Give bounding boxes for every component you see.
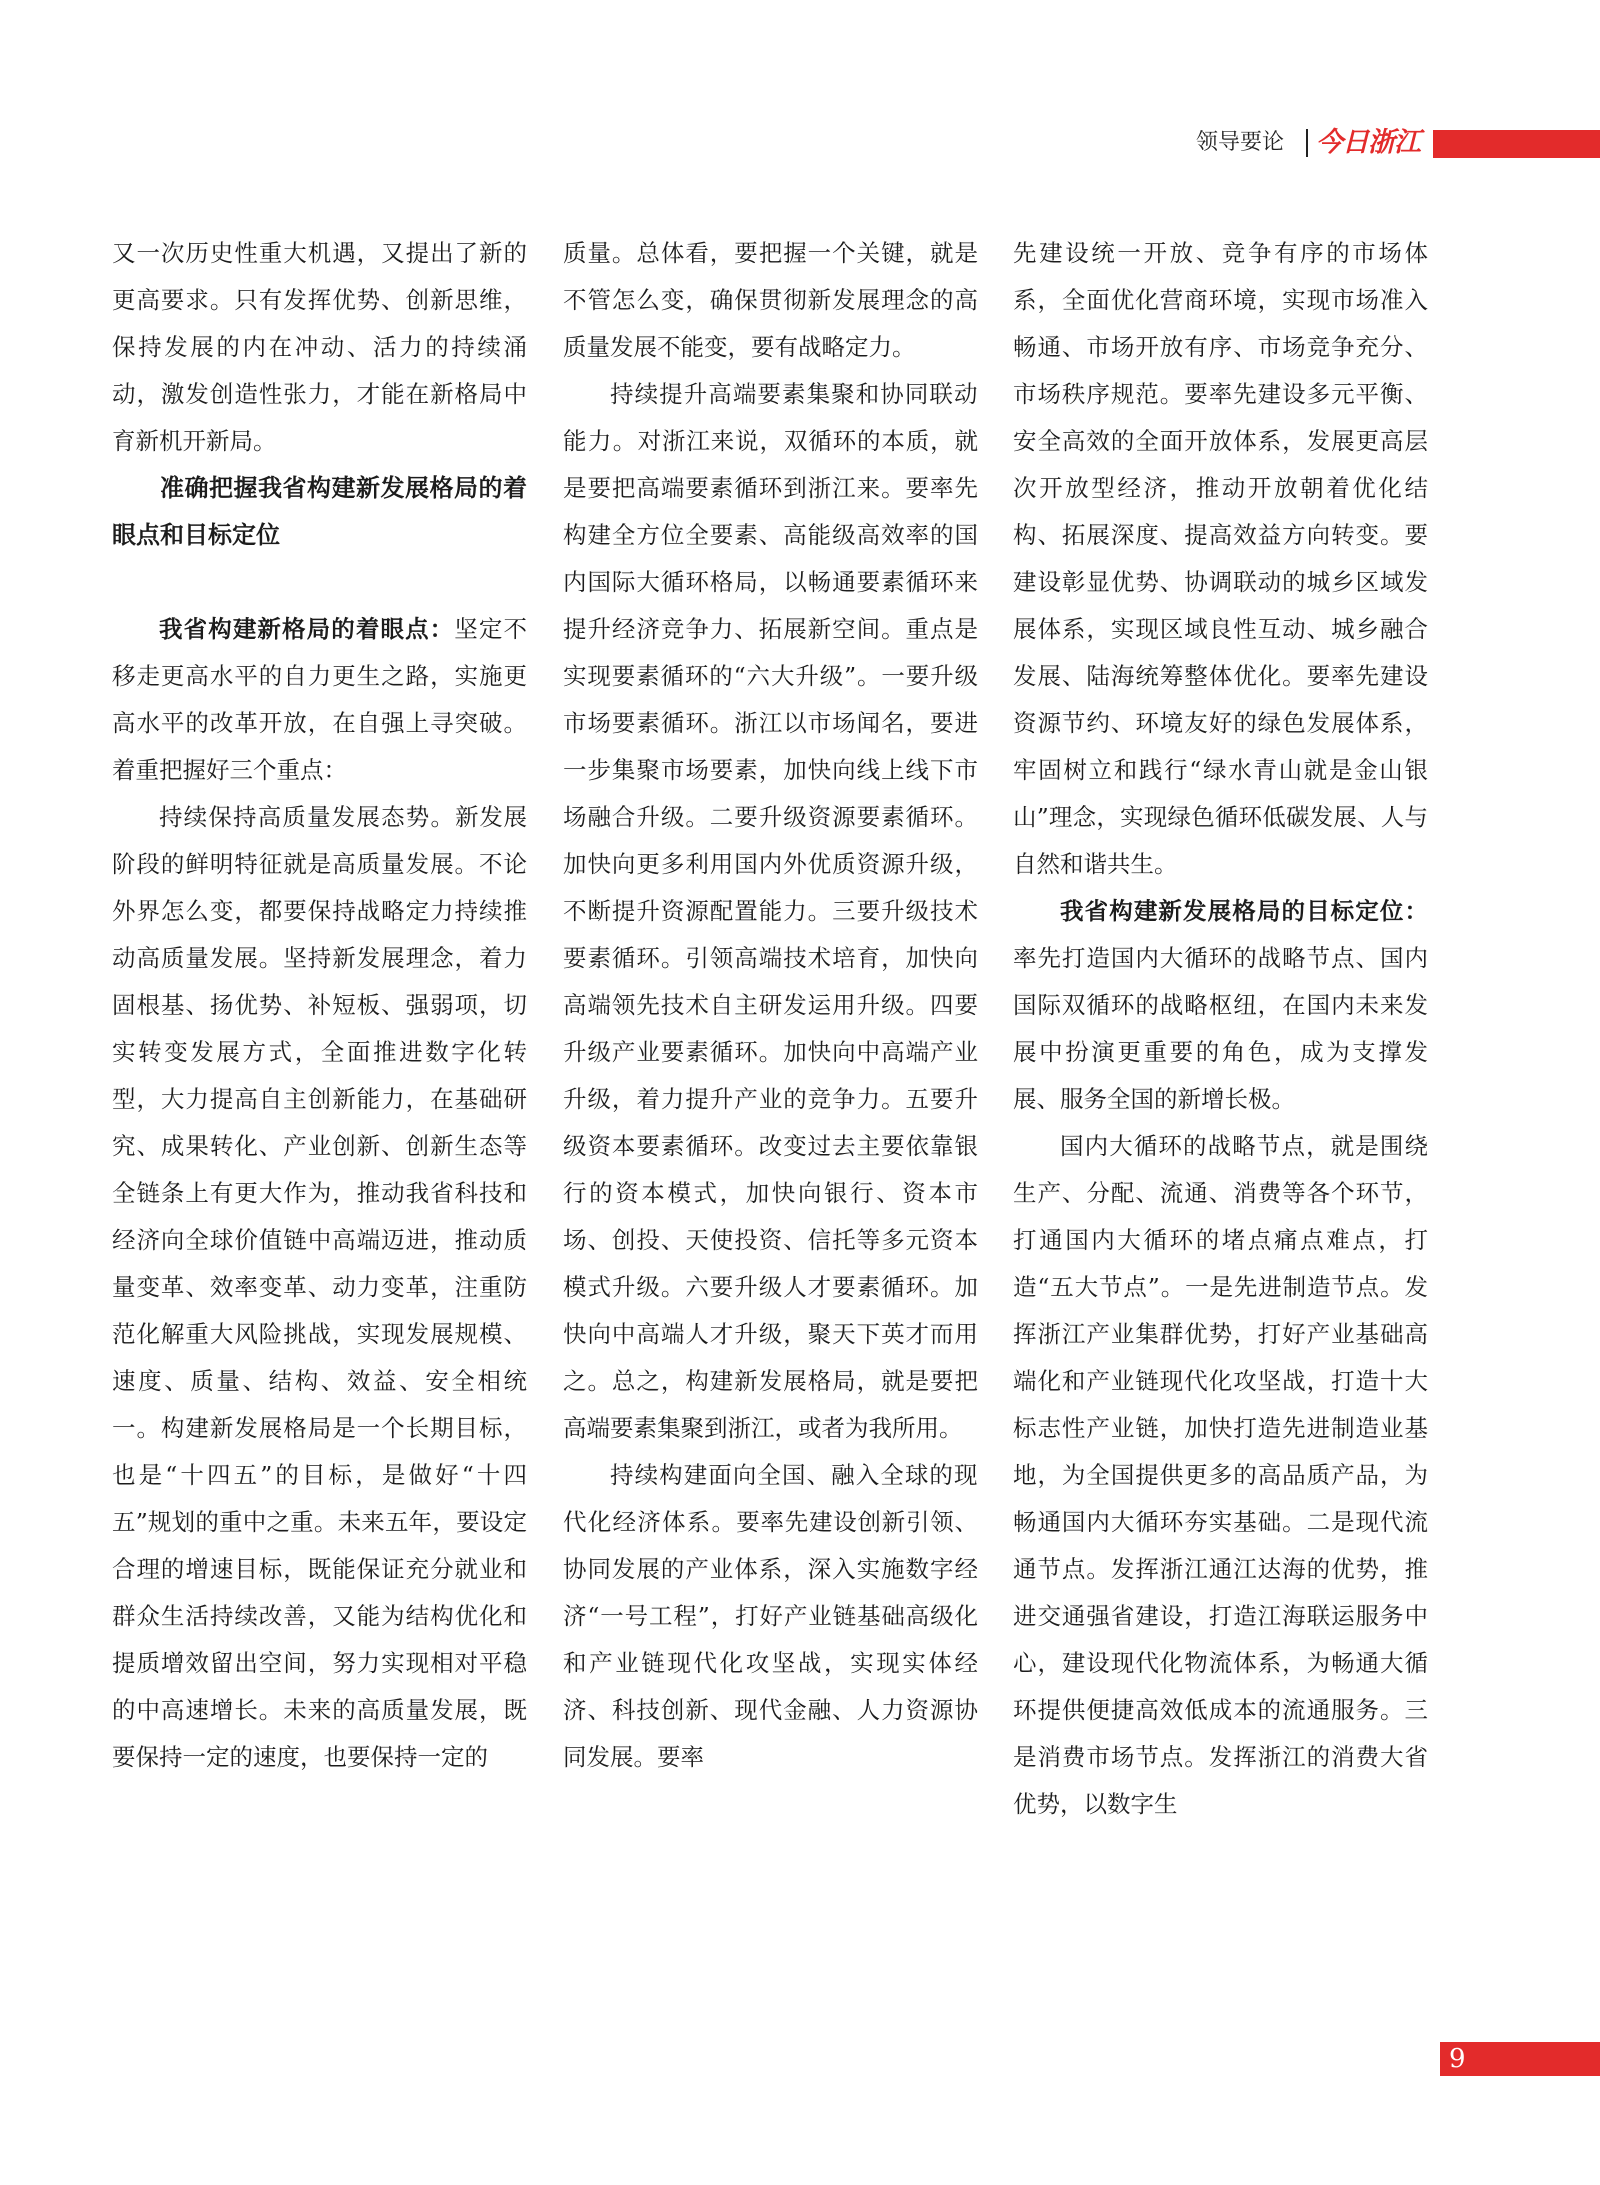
paragraph-lead: 持续保持高质量发展态势。 xyxy=(159,803,456,831)
paragraph xyxy=(563,1452,978,1781)
paragraph xyxy=(112,794,527,1781)
paragraph: 又一次历史性重大机遇，又提出了新的更高要求。只有发挥优势、创新思维，保持发展的内在冲动、活力的持续涌动，激发创造性张力，才能在新格局中育新机开新局。 xyxy=(112,239,527,455)
header-red-bar xyxy=(1433,130,1600,158)
paragraph-text: 新发展阶段的鲜明特征就是高质量发展。不论外界怎么变，都要保持战略定力持续推动高质量发展。坚持新发展理念，着力固根基、扬优势、补短板、强弱项，切实转变发展方式，全面推进数字化转型，大力提高自主创新能力，在基础研究、成果转化、产业创新、创新生态等全链条上有更大作为，推动我省科技和经济向全球价值链中高端迈进，推动质量变革、效率变革、动力变革，注重防范化解重大风险挑战，实现发展规模、速度、质量、结构、效益、安全相统一。构建新发展格局是一个长期目标，也是“十四五”的目标，是做好“十四五”规划的重中之重。未来五年，要设定合理的增速目标，既能保证充分就业和群众生活持续改善，又能为结构优化和提质增效留出空间，努力实现相对平稳的中高速增长。未来的高质量发展，既要保持一定的速度，也要保持一定的 xyxy=(112,803,528,1771)
paragraph-text: 对浙江来说，双循环的本质，就是要把高端要素循环到浙江来。要率先构建全方位全要素、高能级高效率的国内国际大循环格局，以畅通要素循环来提升经济竞争力、拓展新空间。重点是实现要素循环的“六大升级”。一要升级市场要素循环。浙江以市场闻名，要进一步集聚市场要素，加快向线上线下市场融合升级。二要升级资源要素循环。加快向更多利用国内外优质资源升级，不断提升资源配置能力。三要升级技术要素循环。引领高端技术培育，加快向高端领先技术自主研发运用升级。四要升级产业要素循环。加快向中高端产业升级，着力提升产业的竞争力。五要升级资本要素循环。改变过去主要依靠银行的资本模式，加快向银行、资本市场、创投、天使投资、信托等多元资本模式升级。六要升级人才要素循环。加快向中高端人才升级，聚天下英才而用之。总之，构建新发展格局，就是要把高端要素集聚到浙江，或者为我所用。 xyxy=(563,427,978,1442)
paragraph: 先建设统一开放、竞争有序的市场体系，全面优化营商环境，实现市场准入畅通、市场开放有序、市场竞争充分、市场秩序规范。要率先建设多元平衡、安全高效的全面开放体系，发展更高层次开放型经济，推动开放朝着优化结构、拓展深度、提高效益方向转变。要建设彰显优势、协调联动的城乡区域发展体系，实现区域良性互动、城乡融合发展、陆海统筹整体优化。要率先建设资源节约、环境友好的绿色发展体系，牢固树立和践行“绿水青山就是金山银山”理念，实现绿色循环低碳发展、人与自然和谐共生。 xyxy=(1013,239,1428,878)
paragraph-lead: 我省构建新格局的着眼点： xyxy=(159,615,455,643)
text-column-1 xyxy=(112,230,527,1781)
paragraph-lead: 我省构建新发展格局的目标定位： xyxy=(1060,897,1428,925)
paragraph-lead: 持续构建面向全国、融入全球的现代化经济体系。 xyxy=(563,1461,978,1536)
section-heading: 准确把握我省构建新发展格局的着眼点和目标定位 xyxy=(112,474,527,549)
paragraph-text: 率先打造国内大循环的战略节点、国内国际双循环的战略枢纽，在国内未来发展中扮演更重要的角色，成为支撑发展、服务全国的新增长极。 xyxy=(1013,944,1428,1113)
paragraph-lead: 持续提升高端要素集聚和协同联动能力。 xyxy=(563,380,978,455)
section-title: 领导要论 xyxy=(1196,130,1285,155)
paragraph: 国内大循环的战略节点，就是围绕生产、分配、流通、消费等各个环节，打通国内大循环的堵点痛点难点，打造“五大节点”。一是先进制造节点。发挥浙江产业集群优势，打好产业基础高端化和产业链现代化攻坚战，打造十大标志性产业链，加快打造先进制造业基地，为全国提供更多的高品质产品，为畅通国内大循环夯实基础。二是现代流通节点。发挥浙江通江达海的优势，推进交通强省建设，打造江海联运服务中心，建设现代化物流体系，为畅通大循环提供便捷高效低成本的流通服务。三是消费市场节点。发挥浙江的消费大省优势，以数字生 xyxy=(1013,1132,1428,1818)
header-divider xyxy=(1306,129,1308,157)
text-column-3 xyxy=(1013,230,1428,1828)
paragraph xyxy=(563,371,978,1452)
paragraph xyxy=(1013,888,1428,1123)
paragraph xyxy=(112,606,527,794)
text-column-2 xyxy=(563,230,978,1781)
paragraph-text: 要率先建设创新引领、协同发展的产业体系，深入实施数字经济“一号工程”，打好产业链基础高级化和产业链现代化攻坚战，实现实体经济、科技创新、现代金融、人力资源协同发展。要率 xyxy=(563,1508,978,1771)
paragraph: 质量。总体看，要把握一个关键，就是不管怎么变，确保贯彻新发展理念的高质量发展不能变，要有战略定力。 xyxy=(563,239,978,361)
magazine-logo: 今日浙江 xyxy=(1316,127,1420,158)
paragraph-text: 坚定不移走更高水平的自力更生之路，实施更高水平的改革开放，在自强上寻突破。着重把握好三个重点： xyxy=(112,615,528,784)
page-number: 9 xyxy=(1449,2044,1466,2074)
running-header xyxy=(1190,124,1600,162)
